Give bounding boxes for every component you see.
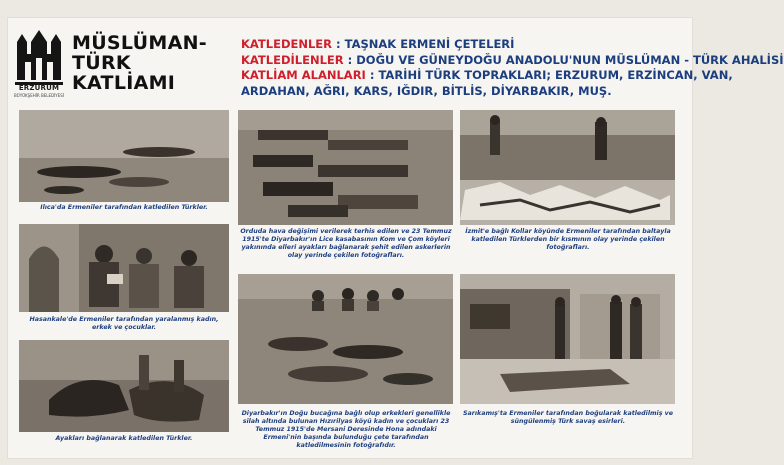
areas-value-2: ARDAHAN, AĞRI, KARS, IĞDIR, BİTLİS, DİYARBAKIR, MUŞ. xyxy=(241,83,612,98)
caption-hizirilyas: Diyarbakır'ın Doğu bucağına bağlı olup erkekleri genellikle silah altında bulunan Hızırilyas köyü kadın ve çocukları 23 Temmuz 1915'de Mersani Deresinde Hona adındaki Ermeni'nin başında bulunduğu çete tarafından katledilmesinin fotoğrafıdır. xyxy=(241,410,451,449)
title-line-2: TÜRK xyxy=(72,52,131,74)
info-block xyxy=(241,37,784,99)
areas-value: : TARİHİ TÜRK TOPRAKLARI; ERZURUM, ERZİNCAN, VAN, xyxy=(369,68,733,82)
photo-ilica xyxy=(19,110,229,202)
perpetrators-row xyxy=(241,37,784,53)
photo-hasankale xyxy=(19,224,229,312)
areas-label: KATLİAM ALANLARI xyxy=(241,68,366,82)
caption-lice-soldiers: Orduda hava değişimi verilerek terhis edilen ve 23 Temmuz 1915'te Diyarbakır'ın Lice kasabasının Kom ve Çom köyleri yakınında elleri ayakları bağlanarak şehit edilen askerlerin olay yerinde çekilen fotoğrafları. xyxy=(240,228,452,259)
title-line-3: KATLİAMI xyxy=(72,72,176,94)
caption-ilica: Ilıca'da Ermeniler tarafından katledilen Türkler. xyxy=(40,204,208,211)
logo-text: ERZURUM xyxy=(18,84,60,92)
photo-hizirilyas xyxy=(238,274,453,404)
perpetrators-label: KATLEDENLER xyxy=(241,37,333,51)
title-line-1: MÜSLÜMAN- xyxy=(72,32,207,54)
photo-lice-soldiers xyxy=(238,110,453,225)
photo-kollar xyxy=(460,110,675,225)
victims-value: : DOĞU VE GÜNEYDOĞU ANADOLU'NUN MÜSLÜMAN - TÜRK AHALİSİ xyxy=(347,52,784,67)
areas-row-2 xyxy=(241,84,784,100)
caption-kollar: İzmit'e bağlı Kollar köyünde Ermeniler tarafından baltayla katledilen Türklerden bir kısmının olay yerinde çekilen fotoğrafları. xyxy=(465,228,671,251)
caption-hasankale: Hasankale'de Ermeniler tarafından yaralanmış kadın, erkek ve çocuklar. xyxy=(29,316,219,331)
caption-sarikamis: Sarıkamış'ta Ermeniler tarafından boğularak katledilmiş ve süngülenmiş Türk savaş esirleri. xyxy=(462,410,674,425)
victims-label: KATLEDİLENLER xyxy=(241,52,344,67)
caption-tied-feet: Ayakları bağlanarak katledilen Türkler. xyxy=(55,435,193,442)
areas-row xyxy=(241,68,784,84)
page-title xyxy=(72,33,207,93)
photo-sarikamis xyxy=(460,274,675,404)
logo-subtext: BÜYÜKŞEHİR BELEDİYESİ xyxy=(14,93,64,98)
photo-tied-feet xyxy=(19,340,229,432)
perpetrators-value: : TAŞNAK ERMENİ ÇETELERİ xyxy=(336,37,515,51)
victims-row xyxy=(241,53,784,69)
